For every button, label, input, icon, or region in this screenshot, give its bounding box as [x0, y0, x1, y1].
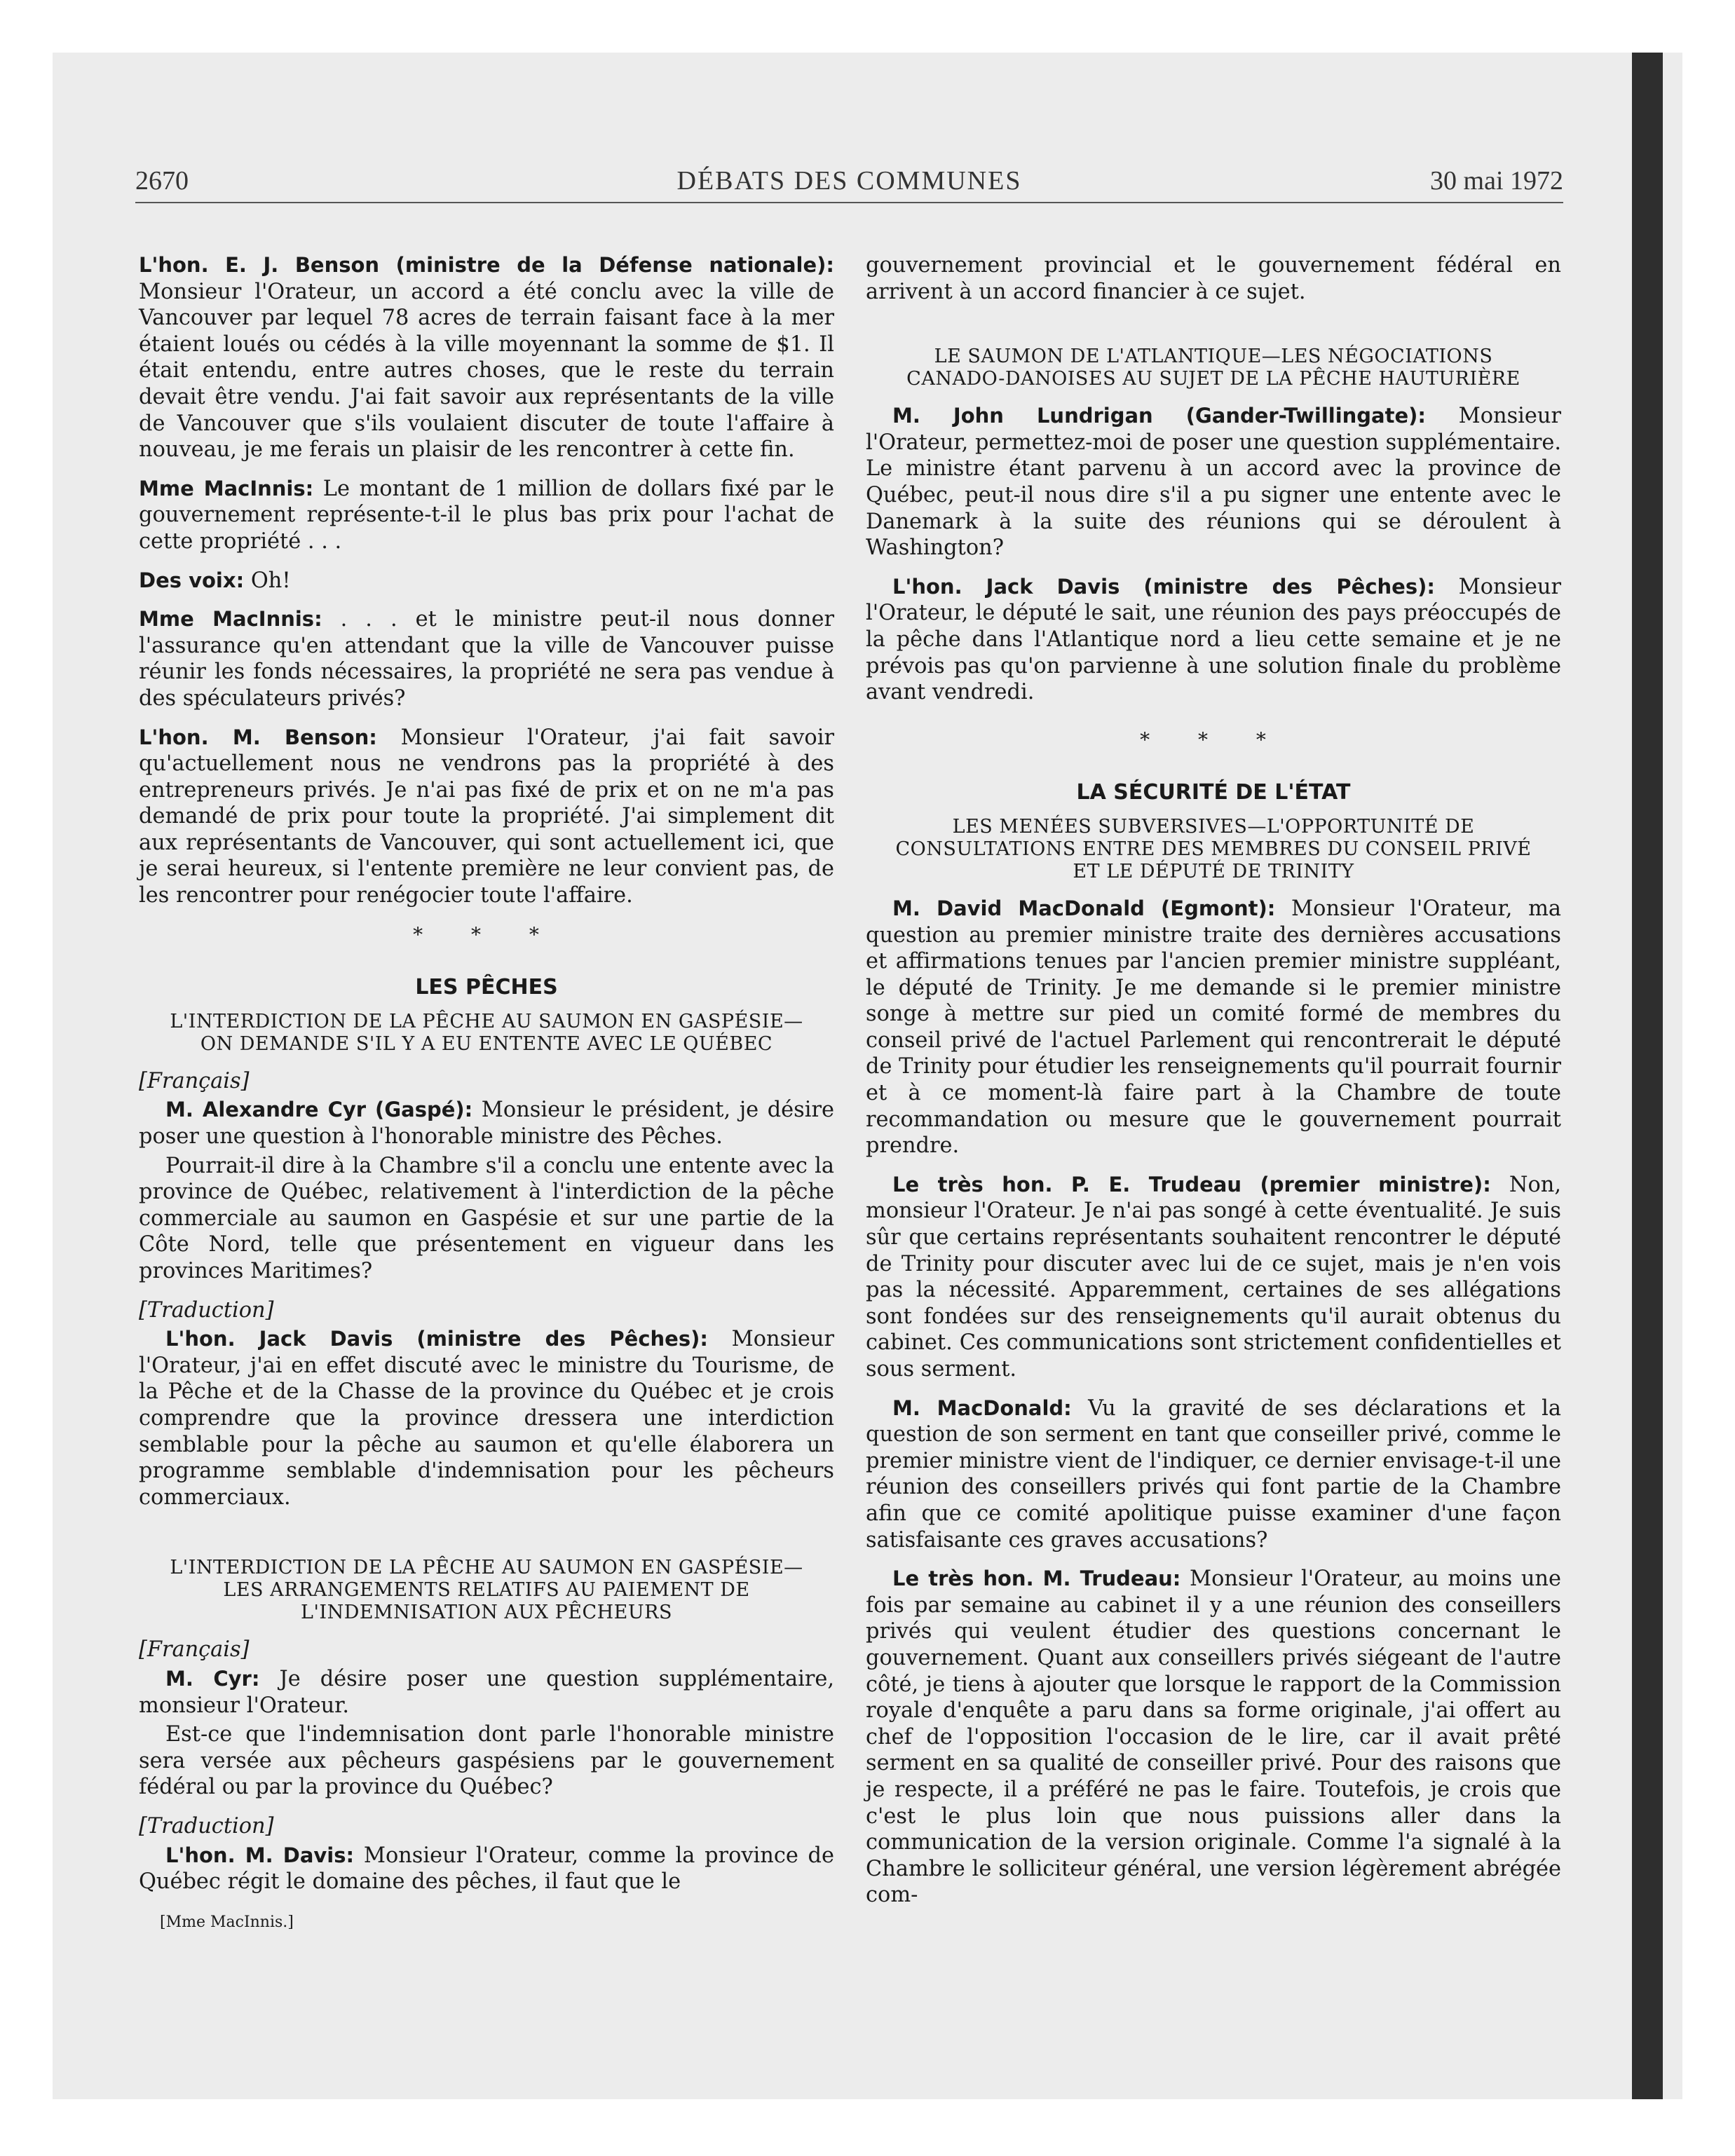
speech-text: Non, monsieur l'Orateur. Je n'ai pas songé à cette éventualité. Je suis sûr que certains représentants souhaitent rencontrer le député de Trinity pour discuter avec lui de ce sujet, mais je n'en vois pas la nécessité. Apparemment, certaines de ses allégations sont fondées sur des renseignements qu'il aurait obtenus du cabinet. Ces communications sont strictement confidentielles et sous serment. — [866, 1172, 1561, 1381]
section-separator: * * * — [413, 922, 560, 946]
speech-text: Le montant de 1 million de dollars fixé par le gouvernement représente-t-il le plus bas prix pour l'achat de cette propriété . . . — [139, 476, 834, 554]
speech-text: gouvernement provincial et le gouvernement fédéral en arrivent à un accord financier à ce sujet. — [866, 253, 1561, 304]
speaker: L'hon. Jack Davis (ministre des Pêches): — [165, 1327, 708, 1351]
paragraph — [866, 403, 1561, 561]
subheading: LES MENÉES SUBVERSIVES—L'OPPORTUNITÉ DE CONSULTATIONS ENTRE DES MEMBRES DU CONSEIL PRIVÉ ET LE DÉPUTÉ DE TRINITY — [895, 815, 1532, 882]
subheading: LE SAUMON DE L'ATLANTIQUE—LES NÉGOCIATIONS CANADO-DANOISES AU SUJET DE LA PÊCHE HAUTURIÈRE — [906, 346, 1520, 390]
section-separator: * * * — [1140, 728, 1287, 751]
paragraph — [139, 568, 834, 594]
page-number: 2670 — [135, 166, 189, 196]
paragraph — [139, 1153, 834, 1285]
paragraph — [139, 1721, 834, 1801]
speech-text: Monsieur l'Orateur, le député le sait, une réunion des pays préoccupés de la pêche dans l'Atlantique nord a lieu cette semaine et je ne prévois pas qu'on parvienne à une solution finale du problème avant vendredi. — [866, 574, 1561, 705]
speaker: L'hon. M. Benson: — [139, 725, 377, 749]
section-heading: LA SÉCURITÉ DE L'ÉTAT — [1076, 780, 1351, 805]
paragraph — [866, 1566, 1561, 1909]
page-header — [135, 165, 1563, 203]
speaker: M. David MacDonald (Egmont): — [892, 896, 1276, 920]
speech-text: Pourrait-il dire à la Chambre s'il a conclu une entente avec la province de Québec, relativement à l'interdiction de la pêche commerciale au saumon en Gaspésie et sur une partie de la Côte Nord, telle que présentement en vigueur dans les provinces Maritimes? — [139, 1153, 834, 1283]
speaker: L'hon. Jack Davis (ministre des Pêches): — [892, 574, 1435, 599]
speech-text: Monsieur l'Orateur, ma question au premier ministre traite des dernières accusations et affirmations tenues par l'ancien premier ministre suppléant, le député de Trinity. Je me demande si le premier ministre songe à mettre sur pied un comité formé de membres du conseil privé de l'actuel Parlement qui rencontrerait le député de Trinity pour étudier les renseignements qu'il pourrait fournir et à ce moment-là faire part à la Chambre de toute recommandation ou mesure que le gouvernement pourrait prendre. — [866, 896, 1562, 1159]
speaker: Mme MacInnis: — [139, 607, 322, 632]
speech-text: Monsieur le président, je désire poser une question à l'honorable ministre des Pêches. — [139, 1098, 834, 1149]
speech-text: Monsieur l'Orateur, j'ai fait savoir qu'actuellement nous ne vendrons pas la propriété à des entrepreneurs privés. Je n'ai pas fixé de prix et on ne m'a pas demandé de prix pour toute la propriété. J'ai simplement dit aux représentants de Vancouver, qui sont actuellement ici, que je serai heureux, si l'entente première ne leur convient pas, de les rencontrer pour renégocier toute l'affaire. — [139, 725, 834, 908]
speaker: M. Alexandre Cyr (Gaspé): — [165, 1098, 473, 1122]
paragraph — [866, 896, 1561, 1159]
paragraph — [139, 476, 834, 555]
speech-text: Est-ce que l'indemnisation dont parle l'honorable ministre sera versée aux pêcheurs gaspésiens par le gouvernement fédéral ou par la province du Québec? — [139, 1722, 834, 1800]
speech-text: Oh! — [244, 568, 291, 593]
speech-text: . . . et le ministre peut-il nous donner l'assurance qu'en attendant que la ville de Vancouver puisse réunir les fonds nécessaires, la propriété ne sera pas vendue à des spéculateurs privés? — [139, 607, 834, 711]
speech-text: Vu la gravité de ses déclarations et la question de son serment en tant que conseiller privé, comme le premier ministre vient de l'indiquer, ce dernier envisage-t-il une réunion des conseillers privés qui font partie de la Chambre afin que ce comité apolitique puisse examiner d'une façon satisfaisante ces graves accusations? — [866, 1396, 1561, 1553]
speaker: M. Cyr: — [165, 1666, 260, 1691]
speaker: M. John Lundrigan (Gander-Twillingate): — [892, 404, 1426, 428]
paragraph — [866, 252, 1561, 305]
subheading: L'INTERDICTION DE LA PÊCHE AU SAUMON EN GASPÉSIE—ON DEMANDE S'IL Y A EU ENTENTE AVEC LE QUÉBEC — [170, 1010, 803, 1055]
language-marker: [Français] — [139, 1068, 250, 1093]
speaker: Des voix: — [139, 568, 245, 592]
scan-edge-bar — [1632, 53, 1663, 2099]
speech-text: Monsieur l'Orateur, au moins une fois par semaine au cabinet il y a une réunion des conseillers privés qui veulent étudier des questions concernant le gouvernement. Quant aux conseillers privés siégeant de l'autre côté, je tiens à ajouter que lorsque le rapport de la Commission royale d'enquête a paru dans sa forme originale, j'ai offert au chef de l'opposition l'occasion de le lire, car il avait prêté serment en sa qualité de conseiller privé. Pour des raisons que je respecte, il a préféré ne pas le faire. Toutefois, je crois que c'est le plus loin que nous puissions aller dans la communication de la version originale. Comme l'a signalé à la Chambre le solliciteur général, une version légèrement abrégée com- — [866, 1567, 1561, 1908]
paragraph — [866, 574, 1561, 706]
speech-text: Monsieur l'Orateur, comme la province de Québec régit le domaine des pêches, il faut que le — [139, 1843, 834, 1895]
speaker: M. MacDonald: — [892, 1396, 1072, 1420]
speaker: Le très hon. P. E. Trudeau (premier ministre): — [892, 1172, 1491, 1196]
speaker: L'hon. M. Davis: — [165, 1843, 355, 1867]
paragraph — [866, 1396, 1561, 1554]
paragraph — [139, 1843, 834, 1895]
paragraph — [866, 1172, 1561, 1383]
paragraph — [139, 1097, 834, 1149]
speech-text: Monsieur l'Orateur, permettez-moi de poser une question supplémentaire. Le ministre étant parvenu à un accord avec la province de Québec, peut-il nous dire s'il a pu signer une entente avec le Danemark à la suite des réunions qui se déroulent à Washington? — [866, 404, 1561, 561]
language-marker: [Français] — [139, 1637, 250, 1663]
speaker: Le très hon. M. Trudeau: — [892, 1567, 1181, 1591]
speech-text: Monsieur l'Orateur, un accord a été conclu avec la ville de Vancouver par lequel 78 acres de terrain faisant face à la mer étaient loués ou cédés à la ville moyennant la somme de $1. Il était entendu, entre autres choses, que le reste du terrain devait être vendu. J'ai fait savoir aux représentants de la ville de Vancouver que s'ils voulaient discuter de toute l'affaire à nouveau, je me ferais un plaisir de les rencontrer à cette fin. — [139, 279, 834, 463]
subheading: L'INTERDICTION DE LA PÊCHE AU SAUMON EN GASPÉSIE—LES ARRANGEMENTS RELATIFS AU PAIEMENT DE L'INDEMNISATION AUX PÊCHEURS — [170, 1557, 803, 1624]
footnote: [Mme MacInnis.] — [160, 1913, 294, 1931]
paragraph — [139, 252, 834, 463]
language-marker: [Traduction] — [139, 1813, 274, 1838]
speaker: Mme MacInnis: — [139, 476, 314, 500]
paragraph — [139, 725, 834, 909]
language-marker: [Traduction] — [139, 1297, 274, 1323]
paragraph — [139, 1326, 834, 1510]
left-column — [139, 252, 834, 1935]
speech-text: Je désire poser une question supplémentaire, monsieur l'Orateur. — [139, 1666, 834, 1718]
paragraph — [139, 606, 834, 711]
right-column — [866, 252, 1561, 1909]
paragraph — [139, 1666, 834, 1719]
section-heading: LES PÊCHES — [415, 975, 558, 1000]
speech-text: Monsieur l'Orateur, j'ai en effet discuté avec le ministre du Tourisme, de la Pêche et de la Chasse de la province du Québec et je crois comprendre que la province dressera une interdiction semblable pour la pêche au saumon et qu'elle élaborera un programme semblable d'indemnisation pour les pêcheurs commerciaux. — [139, 1327, 834, 1510]
publication-title: DÉBATS DES COMMUNES — [676, 166, 1022, 196]
session-date: 30 mai 1972 — [1430, 166, 1563, 196]
speaker: L'hon. E. J. Benson (ministre de la Défense nationale): — [139, 253, 834, 277]
